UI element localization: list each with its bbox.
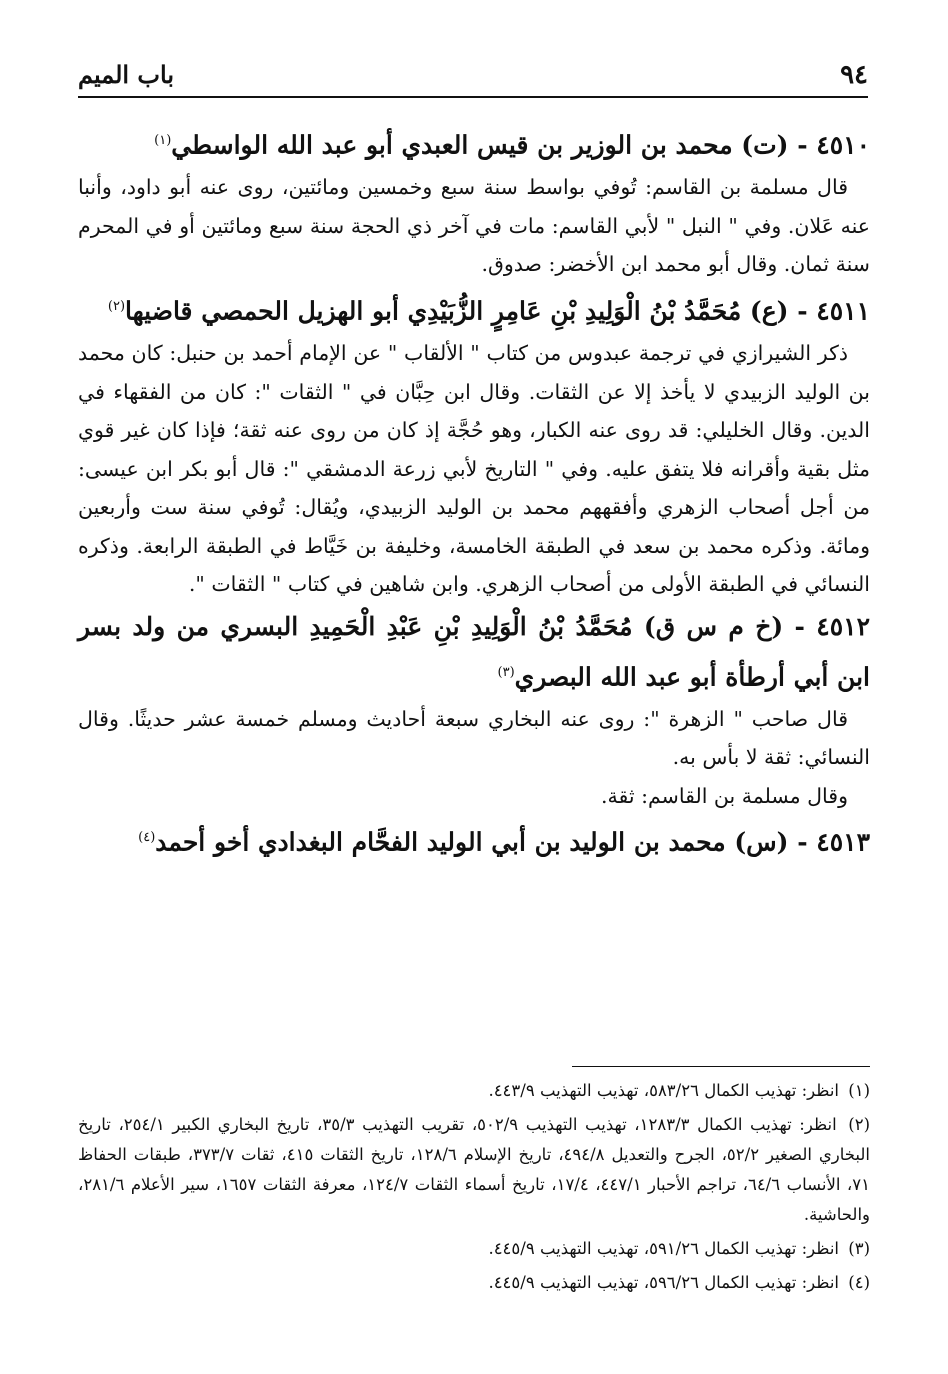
main-text	[78, 118, 870, 866]
entry-paragraph: ذكر الشيرازي في ترجمة عبدوس من كتاب " الألقاب " عن الإمام أحمد بن حنبل: كان محمد بن الوليد الزبيدي لا يأخذ إلا عن الثقات. وقال ابن حِبَّان في " الثقات ": كان من الفقهاء في الدين. وقال الخليلي: قد روى عنه الكبار، وهو حُجَّة إذ كان من روى عنه ثقة؛ فإذا كان غير قوي مثل بقية وأقرانه فلا يتفق عليه. وفي " التاريخ لأبي زرعة الدمشقي ": قال أبو بكر ابن عيسى: من أجل أصحاب الزهري وأفقههم محمد بن الوليد الزبيدي، ويُقال: تُوفي سنة ست وأربعين ومائة. وذكره محمد بن سعد في الطبقة الخامسة، وخليفة بن خَيَّاط في الطبقة الرابعة. وذكره النسائي في الطبقة الأولى من أصحاب الزهري. وابن شاهين في كتاب " الثقات ".	[78, 341, 870, 597]
entry-heading: ٤٥١١ - (ع) مُحَمَّدُ بْنُ الْوَلِيدِ بْنِ عَامِرٍ الزُّبَيْدِي أبو الهزيل الحمصي قاضيها$^{(٢)}$	[107, 296, 870, 326]
entry-paragraph: قال صاحب " الزهرة ": روى عنه البخاري سبعة أحاديث ومسلم خمسة عشر حديثًا. وقال النسائي: ثقة لا بأس به.	[78, 706, 870, 770]
footnote: (١) انظر: تهذيب الكمال ٥٨٣/٢٦، تهذيب التهذيب ٤٤٣/٩.	[488, 1081, 870, 1100]
entry-heading: ٤٥١٢ - (خ م س ق) مُحَمَّدُ بْنُ الْوَلِيدِ بْنِ عَبْدِ الْحَمِيدِ البسري من ولد بسر ابن أبي أرطأة أبو عبد الله البصري$^{(٣)}$	[78, 611, 870, 691]
entry-heading: ٤٥١٣ - (س) محمد بن الوليد بن أبي الوليد الفحَّام البغدادي أخو أحمد$^{(٤)}$	[138, 827, 870, 857]
footnote-ref[interactable]: (٤)	[138, 830, 156, 846]
footnotes	[78, 1076, 870, 1302]
chapter-title: باب الميم	[78, 60, 175, 89]
footnote-ref[interactable]: (١)	[154, 133, 172, 148]
entry-paragraph: وقال مسلمة بن القاسم: ثقة.	[601, 783, 848, 808]
entry-heading: ٤٥١٠ - (ت) محمد بن الوزير بن قيس العبدي أبو عبد الله الواسطي$^{(١)}$	[154, 130, 870, 160]
footnote: (٣) انظر: تهذيب الكمال ٥٩١/٢٦، تهذيب التهذيب ٤٤٥/٩.	[488, 1239, 870, 1258]
footnote: (٢) انظر: تهذيب الكمال ١٢٨٣/٣، تهذيب التهذيب ٥٠٢/٩، تقريب التهذيب ٣٥/٣، تاريخ البخاري الكبير ٢٥٤/١، تاريخ البخاري الصغير ٥٢/٢، الجرح والتعديل ٤٩٤/٨، تاريخ الإسلام ١٢٨/٦، تاريخ الثقات ٤١٥، ثقات ٣٧٣/٧، طبقات الحفاظ ٧١، الأنساب ٦٤/٦، تراجم الأحبار ٤٤٧/١، ١٧/٤، تاريخ أسماء الثقات ١٢٤/٧، معرفة الثقات ١٦٥٧، سير الأعلام ٢٨١/٦، والحاشية.	[78, 1115, 871, 1224]
page-number: ٩٤	[840, 60, 868, 90]
running-header	[78, 58, 868, 98]
footnote-divider	[572, 1066, 870, 1067]
footnote-ref[interactable]: (٢)	[107, 298, 126, 314]
footnote: (٤) انظر: تهذيب الكمال ٥٩٦/٢٦، تهذيب التهذيب ٤٤٥/٩.	[488, 1273, 870, 1292]
footnote-ref[interactable]: (٣)	[497, 664, 515, 680]
entry-paragraph: قال مسلمة بن القاسم: تُوفي بواسط سنة سبع وخمسين ومائتين، روى عنه أبو داود، وأنبا عنه عَلان. وفي " النبل " لأبي القاسم: مات في آخر ذي الحجة سنة سبع ومائتين أو في المحرم سنة ثمان. وقال أبو محمد ابن الأخضر: صدوق.	[78, 175, 870, 277]
